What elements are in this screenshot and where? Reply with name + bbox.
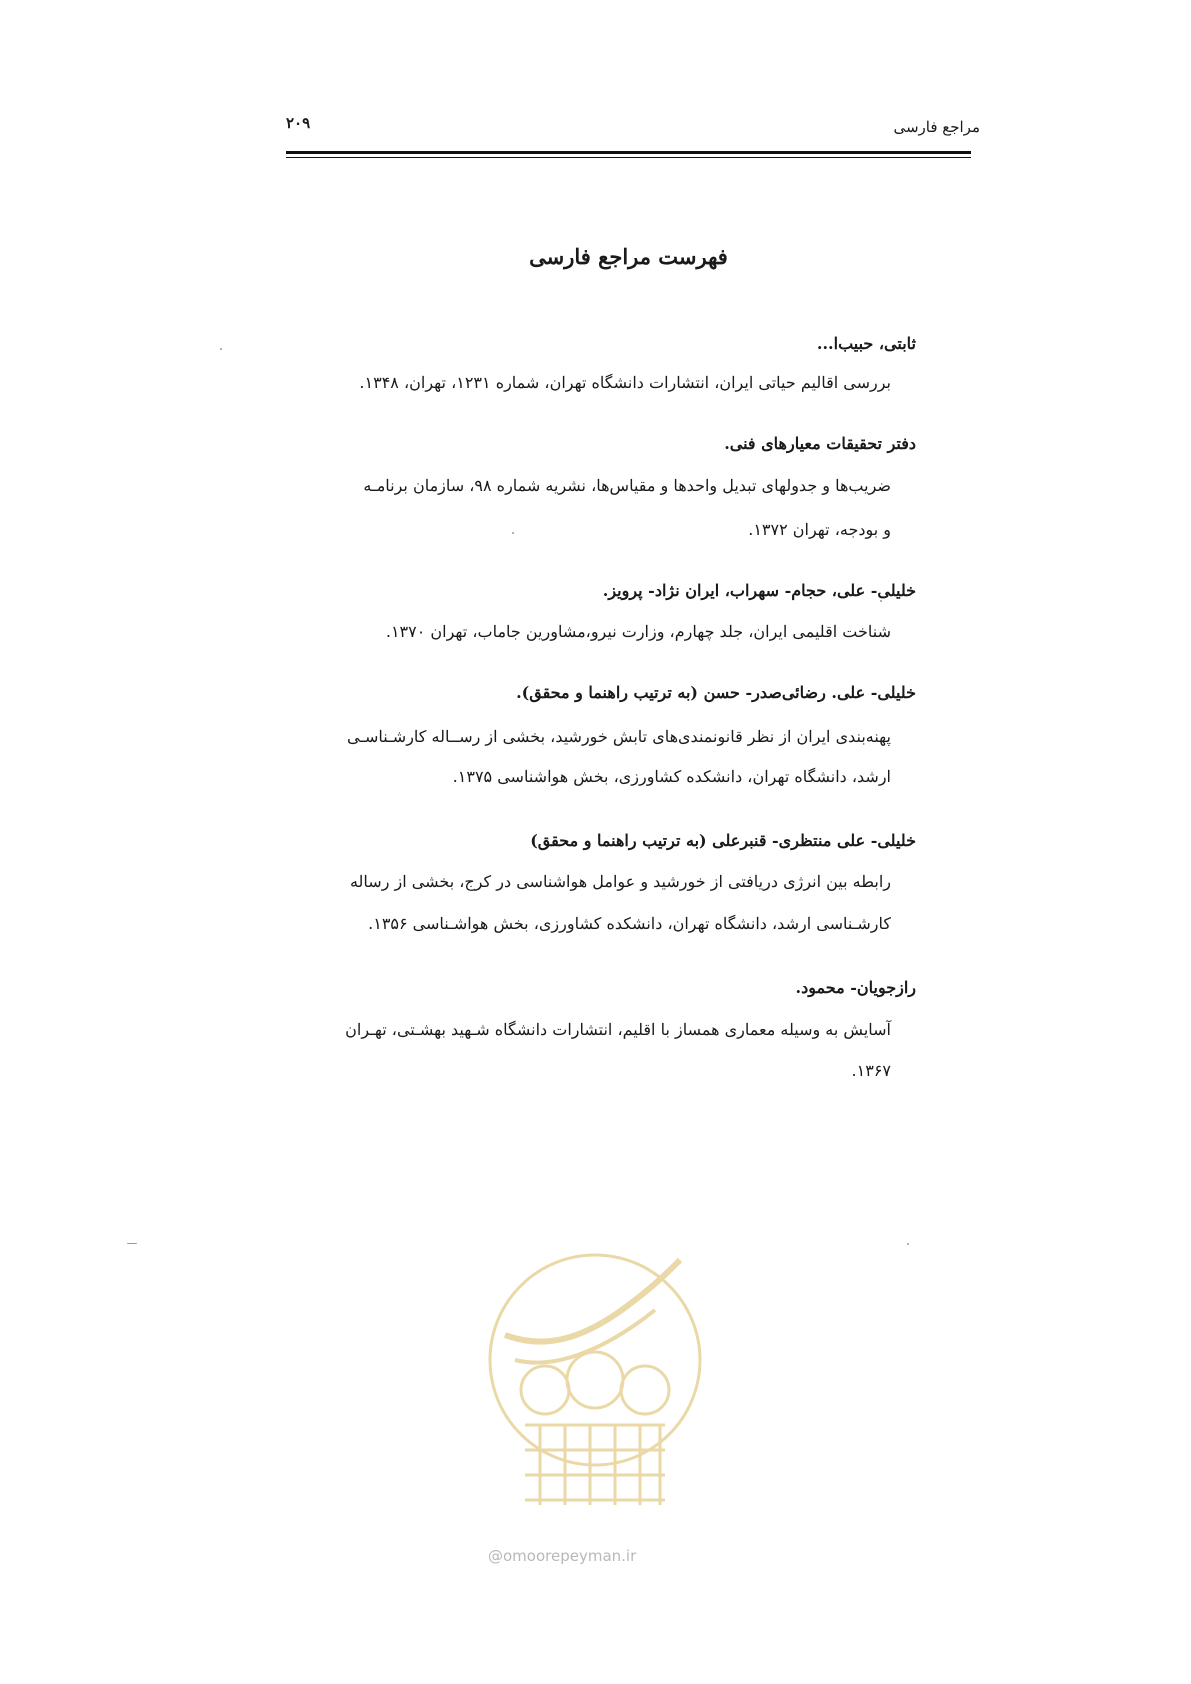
scan-speck [512, 532, 514, 534]
scan-speck [880, 600, 882, 602]
page-number: ۲۰۹ [286, 114, 311, 132]
scan-speck [220, 348, 222, 350]
reference-author: خلیلی- علی منتظری- قنبرعلی (به ترتیب راهنما و محقق) [530, 831, 916, 850]
header-rule-thick [286, 151, 971, 154]
reference-author: ثابتی، حبیب‌ا... [816, 334, 916, 353]
reference-line: و بودجه، تهران ۱۳۷۲. [748, 520, 891, 539]
reference-author: رازجویان- محمود. [795, 978, 916, 997]
reference-line: ۱۳۶۷. [851, 1061, 891, 1080]
reference-line: کارشـناسی ارشد، دانشگاه تهران، دانشکده کشاورزی، بخش هواشـناسی ۱۳۵۶. [368, 914, 891, 933]
reference-author: دفتر تحقیقات معیارهای فنی. [724, 434, 916, 453]
reference-line: پهنه‌بندی ایران از نظر قانونمندی‌های تابش خورشید، بخشی از رســاله کارشـناسـی [346, 727, 891, 746]
watermark-logo [485, 1240, 705, 1530]
scan-speck [907, 1243, 909, 1245]
reference-line: بررسی اقالیم حیاتی ایران، انتشارات دانشگاه تهران، شماره ۱۲۳۱، تهران، ۱۳۴۸. [359, 373, 891, 392]
reference-line: ارشد، دانشگاه تهران، دانشکده کشاورزی، بخش هواشناسی ۱۳۷۵. [452, 767, 891, 786]
reference-line: ضریب‌ها و جدولهای تبدیل واحدها و مقیاس‌ها، نشریه شماره ۹۸، سازمان برنامـه [363, 476, 891, 495]
reference-author: خلیلی- علی، حجام- سهراب، ایران نژاد- پرویز. [602, 581, 916, 600]
header-rule-thin [286, 157, 971, 158]
reference-line: آسایش به وسیله معماری همساز با اقلیم، انتشارات دانشگاه شـهید بهشـتی، تهـران [345, 1020, 891, 1039]
scan-speck [127, 1243, 137, 1244]
reference-line: شناخت اقلیمی ایران، جلد چهارم، وزارت نیرو،مشاورین جاماب، تهران ۱۳۷۰. [385, 622, 891, 641]
running-header-title: مراجع فارسی [893, 118, 980, 136]
page-title: فهرست مراجع فارسی [529, 244, 728, 269]
reference-author: خلیلی- علی. رضائی‌صدر- حسن (به ترتیب راهنما و محقق). [516, 683, 916, 702]
watermark-caption: @omoorepeyman.ir [488, 1547, 637, 1565]
reference-line: رابطه بین انرژی دریافتی از خورشید و عوامل هواشناسی در کرج، بخشی از رساله [349, 872, 891, 891]
